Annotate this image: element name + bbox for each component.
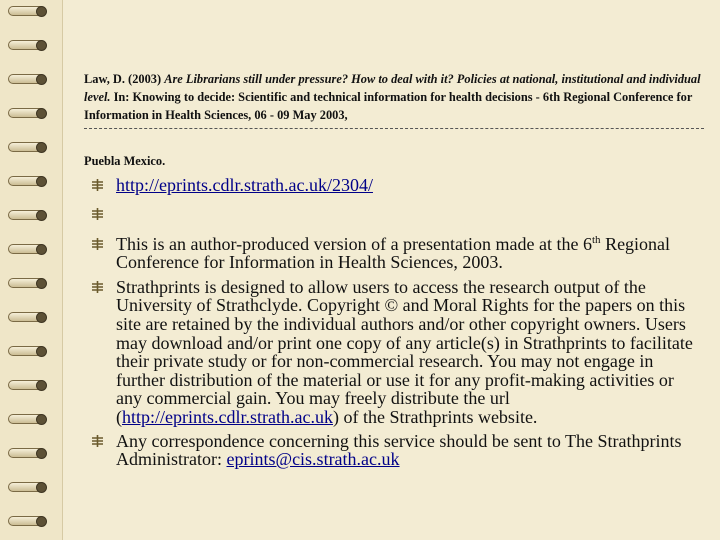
bullet-icon (92, 281, 103, 293)
binder-hole (36, 482, 47, 493)
list-item (92, 432, 694, 469)
bullet-icon (92, 208, 103, 220)
binder-hole (36, 278, 47, 289)
binder-hole (36, 74, 47, 85)
notebook-spine (0, 0, 63, 540)
citation-conference: In: Knowing to decide: Scientific and technical information for health decisions - 6th Regional Conference for Information in Health Sciences, 06 - 09 May 2003, (84, 90, 693, 122)
contact-text: Any correspondence concerning this service should be sent to The Strathprints Administrator: (116, 430, 682, 470)
binder-hole (36, 346, 47, 357)
binder-hole (36, 40, 47, 51)
bullet-icon (92, 435, 103, 447)
list-item (92, 176, 694, 195)
admin-email-link[interactable]: eprints@cis.strath.ac.uk (226, 449, 400, 470)
bullet-icon (92, 238, 103, 250)
binder-hole (36, 414, 47, 425)
binder-hole (36, 312, 47, 323)
list-item (92, 235, 694, 272)
binder-hole (36, 6, 47, 17)
binder-hole (36, 176, 47, 187)
list-item-empty (92, 205, 694, 223)
version-note-text: This is an author-produced version of a presentation made at the 6 (116, 233, 592, 254)
version-note-text-end: Regional Conference for Information in Health Sciences, 2003. (116, 233, 671, 273)
binder-hole (36, 244, 47, 255)
binder-hole (36, 210, 47, 221)
binder-hole (36, 380, 47, 391)
rights-text-end: ) of the Strathprints website. (332, 406, 538, 427)
binder-hole (36, 142, 47, 153)
binder-hole (36, 448, 47, 459)
binder-hole (36, 108, 47, 119)
ordinal-suffix: th (592, 233, 601, 246)
bullet-list (92, 176, 694, 469)
citation-title: Are Librarians still under pressure? How to deal with it? Policies at national, institutional and individual level. (84, 72, 701, 104)
dashed-divider (84, 128, 704, 129)
bullet-icon (92, 179, 103, 191)
binder-hole (36, 516, 47, 527)
rights-text: Strathprints is designed to allow users to access the research output of the University of Strathclyde. Copyright © and Moral Rights for the papers on this site are retained by the individual authors and/or other copyright owners. Users may download and/or print one copy of any article(s) in Strathprints to facilitate their private study or for non-commercial research. You may not engage in further distribution of the material or use it for any profit-making activities or any commercial gain. You may freely distribute the url ( (116, 276, 693, 427)
list-item (92, 278, 694, 427)
strathprints-url-link[interactable]: http://eprints.cdlr.strath.ac.uk (122, 406, 333, 427)
citation-authors: Law, D. (2003) (84, 72, 165, 86)
eprint-url-link[interactable]: http://eprints.cdlr.strath.ac.uk/2304/ (116, 175, 373, 195)
citation-place: Puebla Mexico. (84, 154, 166, 168)
citation-block (84, 70, 704, 170)
